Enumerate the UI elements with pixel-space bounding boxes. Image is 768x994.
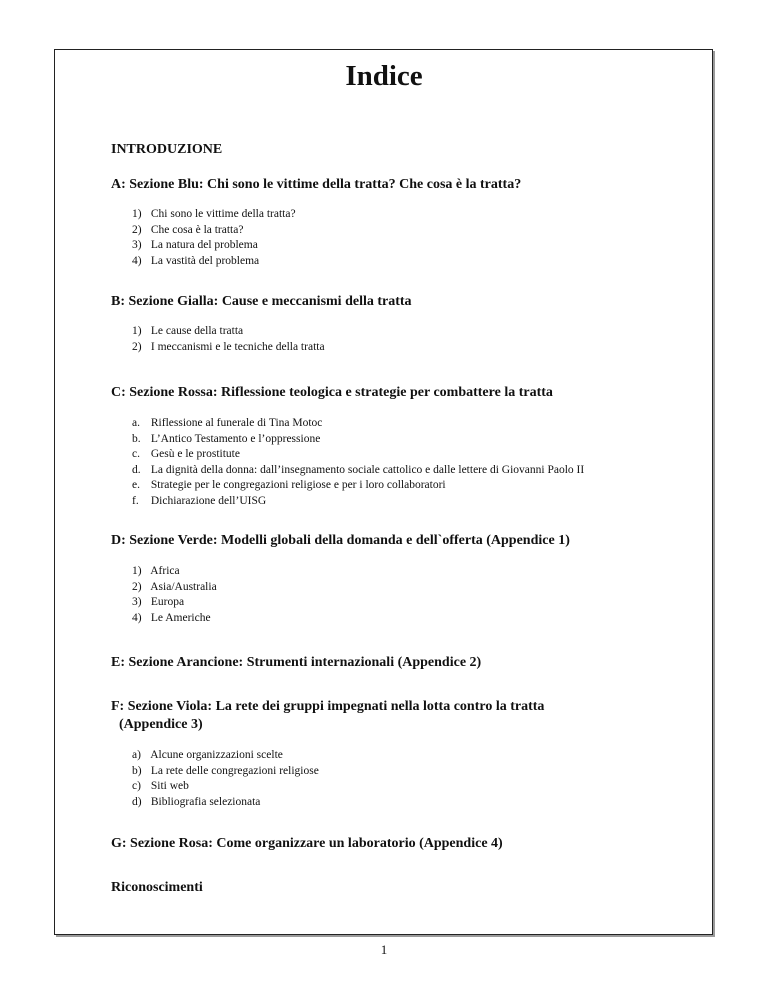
list-item: e. Strategie per le congregazioni religiose e per i loro collaboratori [132,479,446,491]
list-item: c) Siti web [132,780,189,792]
list-item: 2) I meccanismi e le tecniche della tratta [132,340,325,353]
list-item: 1) Africa [132,565,180,577]
section-b-list [132,324,692,355]
intro-heading: INTRODUZIONE [111,142,223,157]
list-item: d. La dignità della donna: dall’insegnamento sociale cattolico e dalle lettere di Giovanni Paolo II [132,463,585,476]
section-f-heading: F: Sezione Viola: La rete dei gruppi impegnati nella lotta contro la tratta (Appendice 3) [111,698,671,734]
list-item: d) Bibliografia selezionata [132,795,261,808]
list-item: b. L’Antico Testamento e l’oppressione [132,432,321,445]
acknowledgements-heading: Riconoscimenti [111,880,203,895]
page-number: 1 [380,942,388,957]
list-item: 1) Chi sono le vittime della tratta? [132,208,296,220]
section-f-list [132,748,692,810]
section-f-heading-continuation: (Appendice 3) [119,717,203,732]
section-g-heading: G: Sezione Rosa: Come organizzare un laboratorio (Appendice 4) [111,836,503,851]
list-item: 3) Europa [132,596,185,608]
list-item: a) Alcune organizzazioni scelte [132,749,283,761]
list-item: 4) La vastità del problema [132,254,260,267]
section-c-list [132,416,692,509]
list-item: a. Riflessione al funerale di Tina Motoc [132,417,323,429]
list-item: c. Gesù e le prostitute [132,448,240,460]
section-c-heading: C: Sezione Rossa: Riflessione teologica e strategie per combattere la tratta [111,385,553,400]
section-d-heading: D: Sezione Verde: Modelli globali della domanda e dell`offerta (Appendice 1) [111,533,570,548]
section-b-heading: B: Sezione Gialla: Cause e meccanismi della tratta [111,294,412,309]
list-item: 3) La natura del problema [132,239,258,251]
section-a-list [132,207,692,269]
section-d-list [132,564,692,626]
list-item: 4) Le Americhe [132,611,211,624]
list-item: 2) Che cosa è la tratta? [132,223,244,236]
list-item: 2) Asia/Australia [132,580,217,593]
page-title: Indice [345,60,423,92]
section-a-heading: A: Sezione Blu: Chi sono le vittime della tratta? Che cosa è la tratta? [111,177,522,192]
list-item: 1) Le cause della tratta [132,325,244,337]
list-item: f. Dichiarazione dell’UISG [132,494,267,507]
list-item: b) La rete delle congregazioni religiose [132,764,319,777]
section-e-heading: E: Sezione Arancione: Strumenti internazionali (Appendice 2) [111,655,482,670]
